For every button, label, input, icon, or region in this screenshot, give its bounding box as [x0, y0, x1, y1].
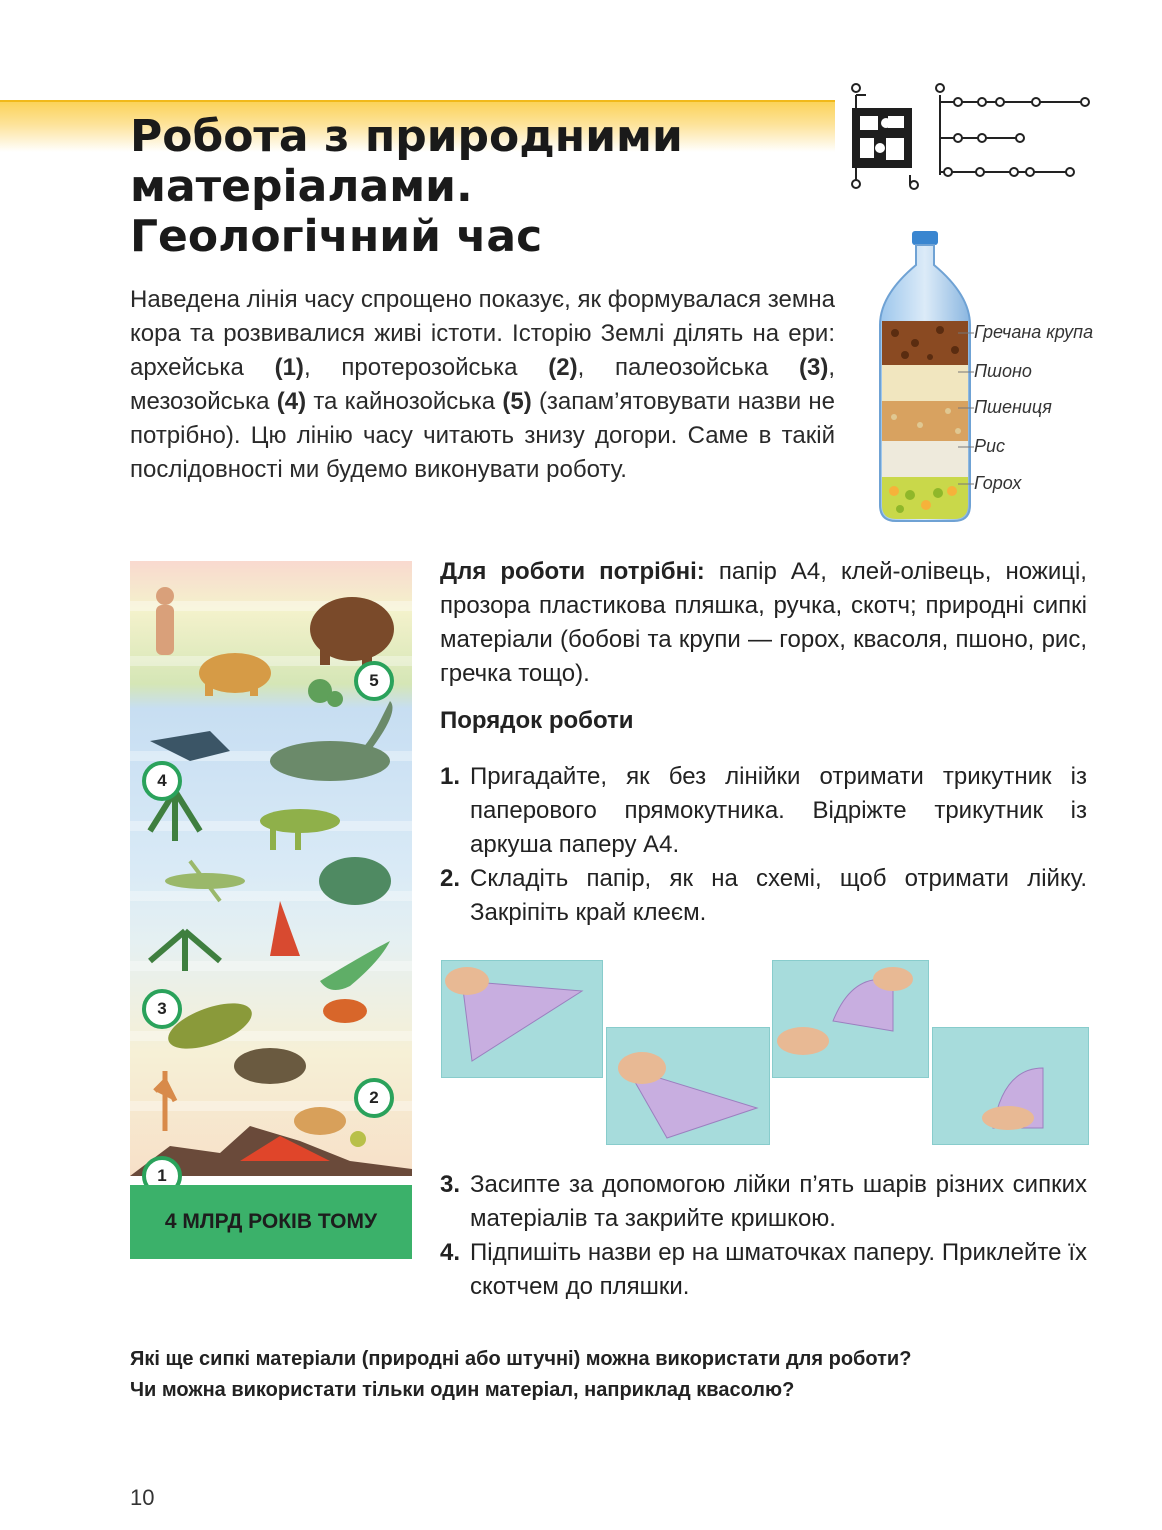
step-4 — [440, 1236, 1087, 1304]
step-text: Засипте за допомогою лійки п’ять шарів різних сипких матеріалів та закрийте кришкою. — [470, 1171, 1087, 1232]
era-badge-4: 4 — [142, 761, 182, 801]
folding-photo-3 — [772, 960, 929, 1078]
step-number: 2. — [440, 865, 461, 892]
page-title — [130, 112, 830, 262]
puzzle-circuit-icon — [830, 80, 1100, 190]
folding-photo-2 — [606, 1027, 770, 1145]
materials-paragraph — [440, 555, 1087, 691]
step-number: 4. — [440, 1239, 461, 1266]
question-line-2: Чи можна використати тільки один матеріал, наприклад квасолю? — [130, 1379, 795, 1401]
question-line-1: Які ще сипкі матеріали (природні або штучні) можна використати для роботи? — [130, 1348, 912, 1370]
era-badge-3: 3 — [142, 989, 182, 1029]
review-question — [130, 1344, 1090, 1406]
bottle-label-wheat: Пшениця — [974, 397, 1052, 417]
page-number: 10 — [130, 1485, 155, 1510]
era-badge-1: 1 — [142, 1156, 182, 1196]
bottle-label-leaders — [958, 225, 978, 525]
title-line-1: Робота з природними — [130, 111, 683, 162]
step-2 — [440, 862, 1087, 930]
procedure-heading: Порядок роботи — [440, 707, 634, 734]
timeline-start-label: 4 МЛРД РОКІВ ТОМУ — [130, 1185, 412, 1259]
materials-label: Для роботи потрібні: — [440, 558, 705, 585]
step-text: Пригадайте, як без лінійки отримати трикутник із паперового прямокутника. Відріжте трикутник із аркуша паперу А4. — [470, 763, 1087, 858]
materials-text: папір А4, клей-олівець, ножиці, прозора пластикова пляшка, ручка, скотч; природні сипкі матеріали (бобові та крупи — горох, квасоля, пшоно, рис, гречка тощо). — [440, 558, 1087, 687]
title-line-3: Геологічний час — [130, 211, 543, 262]
folding-photo-1 — [441, 960, 603, 1078]
bottle-label-peas: Горох — [974, 473, 1022, 493]
step-number: 3. — [440, 1171, 461, 1198]
intro-paragraph: Наведена лінія часу спрощено показує, як формувалася земна кора та розвивалися живі істоти. Історію Землі ділять на ери: архейська (1), протерозойська (2), палеозойська (3), мезозойська (4) та кайнозойська (5) (запам’ятовувати назви не потрібно). Цю лінію часу читають знизу догори. Саме в такій послідовності ми будемо виконувати роботу. — [130, 286, 836, 483]
folding-photo-4 — [932, 1027, 1089, 1145]
era-badge-5: 5 — [354, 661, 394, 701]
bottle-label-millet: Пшоно — [974, 361, 1032, 381]
step-text: Підпишіть назви ер на шматочках паперу. Приклейте їх скотчем до пляшки. — [470, 1239, 1087, 1300]
geological-timeline — [130, 561, 412, 1259]
title-line-2: матеріалами. — [130, 161, 473, 212]
step-number: 1. — [440, 763, 461, 790]
step-3 — [440, 1168, 1087, 1236]
era-badge-2: 2 — [354, 1078, 394, 1118]
bottle-illustration — [870, 225, 1130, 525]
bottle-label-rice: Рис — [974, 436, 1006, 456]
step-1 — [440, 760, 1087, 862]
step-text: Складіть папір, як на схемі, щоб отримати лійку. Закріпіть край клеєм. — [470, 865, 1087, 926]
bottle-label-buckwheat: Гречана крупа — [974, 322, 1094, 342]
